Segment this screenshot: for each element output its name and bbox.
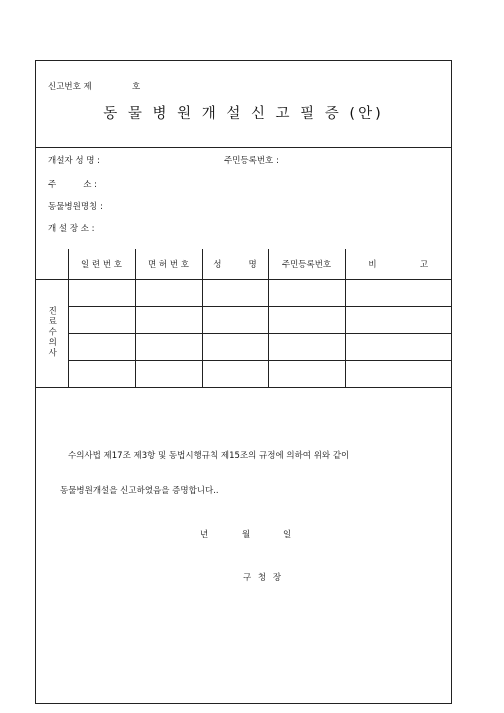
table-cell bbox=[135, 361, 202, 388]
table-cell bbox=[268, 361, 345, 388]
table-cell bbox=[268, 307, 345, 334]
table-cell bbox=[68, 280, 135, 307]
date-month: 월 bbox=[242, 530, 251, 540]
table-cell bbox=[68, 361, 135, 388]
header-divider bbox=[36, 147, 451, 148]
table-cell bbox=[68, 307, 135, 334]
header-remarks: 비 고 bbox=[345, 249, 451, 280]
table-cell bbox=[345, 334, 451, 361]
hospital-name-label: 동물병원명칭 : bbox=[48, 202, 103, 212]
table-cell bbox=[68, 334, 135, 361]
certificate-line-2: 동물병원개설을 신고하였음을 증명합니다.. bbox=[60, 486, 219, 496]
address-label: 주 소 : bbox=[48, 180, 98, 190]
report-form bbox=[35, 60, 452, 704]
table-cell bbox=[135, 334, 202, 361]
table-cell bbox=[268, 280, 345, 307]
founder-name-label: 개설자 성 명 : bbox=[48, 156, 101, 166]
section-label-cell bbox=[36, 280, 68, 388]
table-cell bbox=[202, 280, 268, 307]
table-cell bbox=[268, 334, 345, 361]
issuer-title: 구 청 장 bbox=[243, 573, 284, 583]
location-label: 개 설 장 소 : bbox=[48, 224, 95, 234]
table-cell bbox=[345, 361, 451, 388]
table-cell bbox=[202, 334, 268, 361]
table-row bbox=[36, 280, 451, 307]
section-label: 진료수의사 bbox=[46, 305, 57, 359]
report-number-prefix: 신고번호 제 bbox=[48, 82, 92, 92]
table-cell bbox=[345, 280, 451, 307]
header-name: 성 명 bbox=[202, 249, 268, 280]
resident-id-label: 주민등록번호 : bbox=[224, 156, 279, 166]
table-cell bbox=[202, 361, 268, 388]
vet-table-header bbox=[36, 249, 451, 280]
table-row bbox=[36, 307, 451, 334]
header-blank-cell bbox=[36, 249, 68, 280]
certificate-line-1: 수의사법 제17조 제3항 및 동법시행규칙 제15조의 규정에 의하여 위와 같이 bbox=[68, 451, 350, 461]
date-year: 년 bbox=[200, 530, 209, 540]
table-row bbox=[36, 361, 451, 388]
table-cell bbox=[345, 307, 451, 334]
header-license: 면 허 번 호 bbox=[135, 249, 202, 280]
date-day: 일 bbox=[283, 530, 292, 540]
table-cell bbox=[135, 307, 202, 334]
form-title: 동 물 병 원 개 설 신 고 필 증 (안) bbox=[103, 106, 384, 122]
table-cell bbox=[202, 307, 268, 334]
report-number-suffix: 호 bbox=[132, 82, 141, 92]
table-cell bbox=[135, 280, 202, 307]
vet-table bbox=[36, 249, 451, 388]
header-resident-id: 주민등록번호 bbox=[268, 249, 345, 280]
header-serial: 일 련 번 호 bbox=[68, 249, 135, 280]
table-row bbox=[36, 334, 451, 361]
